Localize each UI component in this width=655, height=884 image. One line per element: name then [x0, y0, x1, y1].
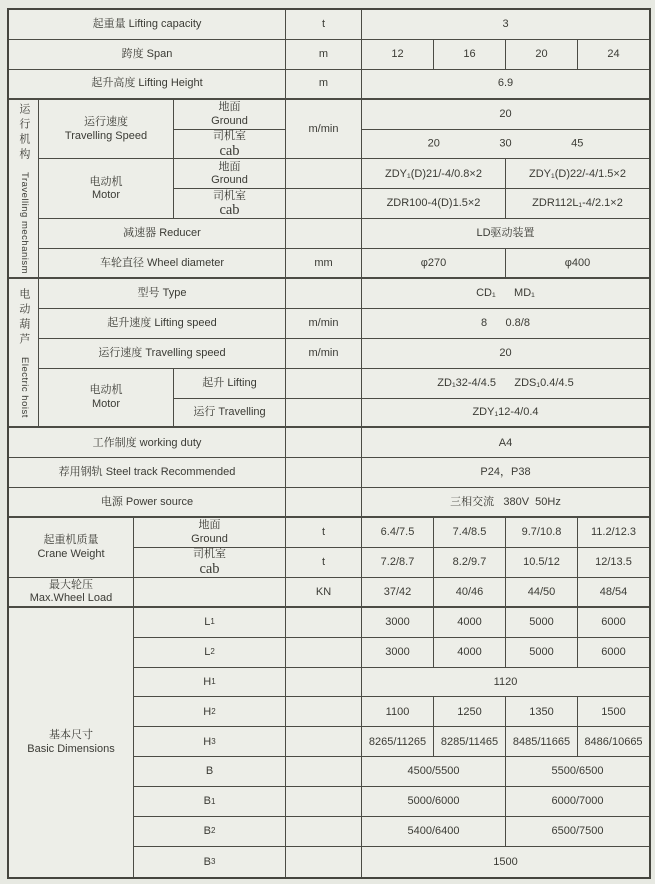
travelling-motor-cab-value: ZDR100-4(D)1.5×2 [362, 189, 506, 219]
lifting-capacity-value: 3 [362, 10, 649, 40]
travelling-motor-label: 电动机 Motor [39, 159, 174, 219]
dimension-value: 1500 [493, 855, 518, 868]
hoist-motor-lifting-sublabel: 起升 Lifting [174, 369, 286, 399]
dimension-row-name: H 1 [134, 668, 286, 698]
dimension-value: 1350 [506, 697, 578, 727]
wheel-diameter-unit: mm [286, 249, 362, 279]
travelling-speed-ground-sublabel: 地面 Ground [174, 100, 286, 130]
dimension-unit-empty [286, 727, 362, 757]
travelling-motor-ground-value: ZDY₁(D)21/-4/0.8×2 [362, 159, 506, 189]
reducer-unit-empty [286, 219, 362, 249]
hoist-motor-travelling-value: ZDY₁12-4/0.4 [362, 399, 649, 429]
cab-speed-value: 45 [571, 137, 584, 150]
dimension-value: 8265/11265 [362, 727, 434, 757]
power-source-value: 三相交流 380V 50Hz [362, 488, 649, 518]
cab-speed-value: 30 [499, 137, 512, 150]
span-value: 20 [506, 40, 578, 70]
travelling-speed-ground-value: 20 [362, 100, 649, 130]
span-value: 24 [578, 40, 649, 70]
dimension-row-name: H 3 [134, 727, 286, 757]
dimension-value: 5000/6000 [362, 787, 506, 817]
steel-track-value: P24，P38 [362, 458, 649, 488]
dimension-row-name: B 1 [134, 787, 286, 817]
travelling-motor-ground-sublabel: 地面 Ground [174, 159, 286, 189]
dimension-value: 1100 [362, 697, 434, 727]
dimension-value: 4000 [434, 638, 506, 668]
dimension-value: 5000 [506, 638, 578, 668]
travelling-motor-unit-empty [286, 189, 362, 219]
dimension-row-name: H 2 [134, 697, 286, 727]
crane-weight-cab-value: 7.2/8.7 [362, 548, 434, 578]
lifting-height-value: 6.9 [362, 70, 649, 100]
hoist-motor-unit-empty [286, 369, 362, 399]
dimension-unit-empty [286, 697, 362, 727]
hoist-type-label: 型号 Type [39, 279, 286, 309]
hoist-type-unit-empty [286, 279, 362, 309]
dimension-value: 8486/10665 [578, 727, 649, 757]
dimension-value: 6500/7500 [506, 817, 649, 847]
hoist-motor-travelling-sublabel: 运行 Travelling [174, 399, 286, 429]
hoist-travelling-speed-value: 20 [362, 339, 649, 369]
travelling-speed-cab-values [362, 130, 649, 160]
wheel-diameter-value: φ400 [506, 249, 649, 279]
dimension-value: 1120 [362, 668, 649, 698]
dimension-row-name: L 1 [134, 608, 286, 638]
hoist-type-value: CD₁ MD₁ [362, 279, 649, 309]
section-electric-hoist [9, 279, 39, 428]
section-travelling-mechanism [9, 100, 39, 279]
travelling-motor-unit-empty [286, 159, 362, 189]
span-value: 16 [434, 40, 506, 70]
steel-track-unit-empty [286, 458, 362, 488]
dimension-value: 1500 [578, 697, 649, 727]
dimension-value: 1250 [434, 697, 506, 727]
dimension-value: 5400/6400 [362, 817, 506, 847]
reducer-label: 减速器 Reducer [39, 219, 286, 249]
crane-weight-ground-sublabel: 地面 Ground [134, 518, 286, 548]
crane-weight-cab-sublabel: 司机室 cab [134, 548, 286, 578]
power-source-label: 电源 Power source [9, 488, 286, 518]
crane-weight-ground-value: 9.7/10.8 [506, 518, 578, 548]
hoist-lifting-speed-value: 8 0.8/8 [362, 309, 649, 339]
cab-speed-value: 20 [427, 137, 440, 150]
dimension-value: 4500/5500 [362, 757, 506, 787]
max-wheel-load-unit: KN [286, 578, 362, 608]
crane-weight-cab-value: 8.2/9.7 [434, 548, 506, 578]
span-value: 12 [362, 40, 434, 70]
travelling-motor-cab-sublabel: 司机室 cab [174, 189, 286, 219]
dimension-value: 6000 [578, 608, 649, 638]
crane-weight-ground-value: 6.4/7.5 [362, 518, 434, 548]
hoist-travelling-speed-unit: m/min [286, 339, 362, 369]
wheel-diameter-label: 车轮直径 Wheel diameter [39, 249, 286, 279]
hoist-motor-unit-empty [286, 399, 362, 429]
dimension-unit-empty [286, 757, 362, 787]
max-wheel-load-empty-cell [134, 578, 286, 608]
working-duty-unit-empty [286, 428, 362, 458]
lifting-capacity-label: 起重量 Lifting capacity [9, 10, 286, 40]
dimension-value: 4000 [434, 608, 506, 638]
crane-weight-cab-unit: t [286, 548, 362, 578]
lifting-height-label: 起升高度 Lifting Height [9, 70, 286, 100]
dimension-value: 8485/11665 [506, 727, 578, 757]
dimension-unit-empty [286, 668, 362, 698]
span-unit: m [286, 40, 362, 70]
max-wheel-load-value: 44/50 [506, 578, 578, 608]
wheel-diameter-value: φ270 [362, 249, 506, 279]
crane-weight-ground-unit: t [286, 518, 362, 548]
dimension-unit-empty [286, 787, 362, 817]
crane-weight-ground-value: 7.4/8.5 [434, 518, 506, 548]
dimension-value: 5000 [506, 608, 578, 638]
dimension-value: 6000/7000 [506, 787, 649, 817]
travelling-speed-unit: m/min [286, 100, 362, 160]
working-duty-value: A4 [362, 428, 649, 458]
travelling-motor-ground-value: ZDY₁(D)22/-4/1.5×2 [506, 159, 649, 189]
dimension-row-name: L 2 [134, 638, 286, 668]
section-travelling-mechanism-vertical-label: 运行机构Travelling mechanism [17, 102, 30, 274]
travelling-motor-cab-value: ZDR112L₁-4/2.1×2 [506, 189, 649, 219]
section-electric-hoist-vertical-label: 电动葫芦Electric hoist [17, 287, 30, 418]
dimension-value: 3000 [362, 608, 434, 638]
dimension-value: 3000 [362, 638, 434, 668]
dimension-value: 6000 [578, 638, 649, 668]
dimension-value: 5500/6500 [506, 757, 649, 787]
dimension-row-name: B 2 [134, 817, 286, 847]
spec-table [7, 8, 651, 879]
working-duty-label: 工作制度 working duty [9, 428, 286, 458]
lifting-height-unit: m [286, 70, 362, 100]
dimension-row-name: B [134, 757, 286, 787]
travelling-speed-label: 运行速度 Travelling Speed [39, 100, 174, 160]
hoist-lifting-speed-label: 起升速度 Lifting speed [39, 309, 286, 339]
max-wheel-load-value: 40/46 [434, 578, 506, 608]
crane-weight-ground-value: 11.2/12.3 [578, 518, 649, 548]
lifting-capacity-unit: t [286, 10, 362, 40]
hoist-lifting-speed-unit: m/min [286, 309, 362, 339]
span-label: 跨度 Span [9, 40, 286, 70]
max-wheel-load-label: 最大轮压 Max.Wheel Load [9, 578, 134, 608]
max-wheel-load-value: 48/54 [578, 578, 649, 608]
crane-weight-cab-value: 10.5/12 [506, 548, 578, 578]
dimension-value: 8285/11465 [434, 727, 506, 757]
basic-dimensions-label: 基本尺寸 Basic Dimensions [9, 608, 134, 877]
dimension-unit-empty [286, 817, 362, 847]
crane-weight-label: 起重机质量 Crane Weight [9, 518, 134, 578]
crane-weight-cab-value: 12/13.5 [578, 548, 649, 578]
reducer-value: LD驱动装置 [362, 219, 649, 249]
power-source-unit-empty [286, 488, 362, 518]
hoist-motor-label: 电动机 Motor [39, 369, 174, 429]
steel-track-label: 荐用钢轨 Steel track Recommended [9, 458, 286, 488]
travelling-speed-cab-sublabel: 司机室 cab [174, 130, 286, 160]
dimension-unit-empty [286, 847, 362, 877]
hoist-motor-lifting-value: ZD₁32-4/4.5 ZDS₁0.4/4.5 [362, 369, 649, 399]
dimension-unit-empty [286, 608, 362, 638]
dimension-unit-empty [286, 638, 362, 668]
hoist-travelling-speed-label: 运行速度 Travelling speed [39, 339, 286, 369]
max-wheel-load-value: 37/42 [362, 578, 434, 608]
dimension-row-name: B 3 [134, 847, 286, 877]
